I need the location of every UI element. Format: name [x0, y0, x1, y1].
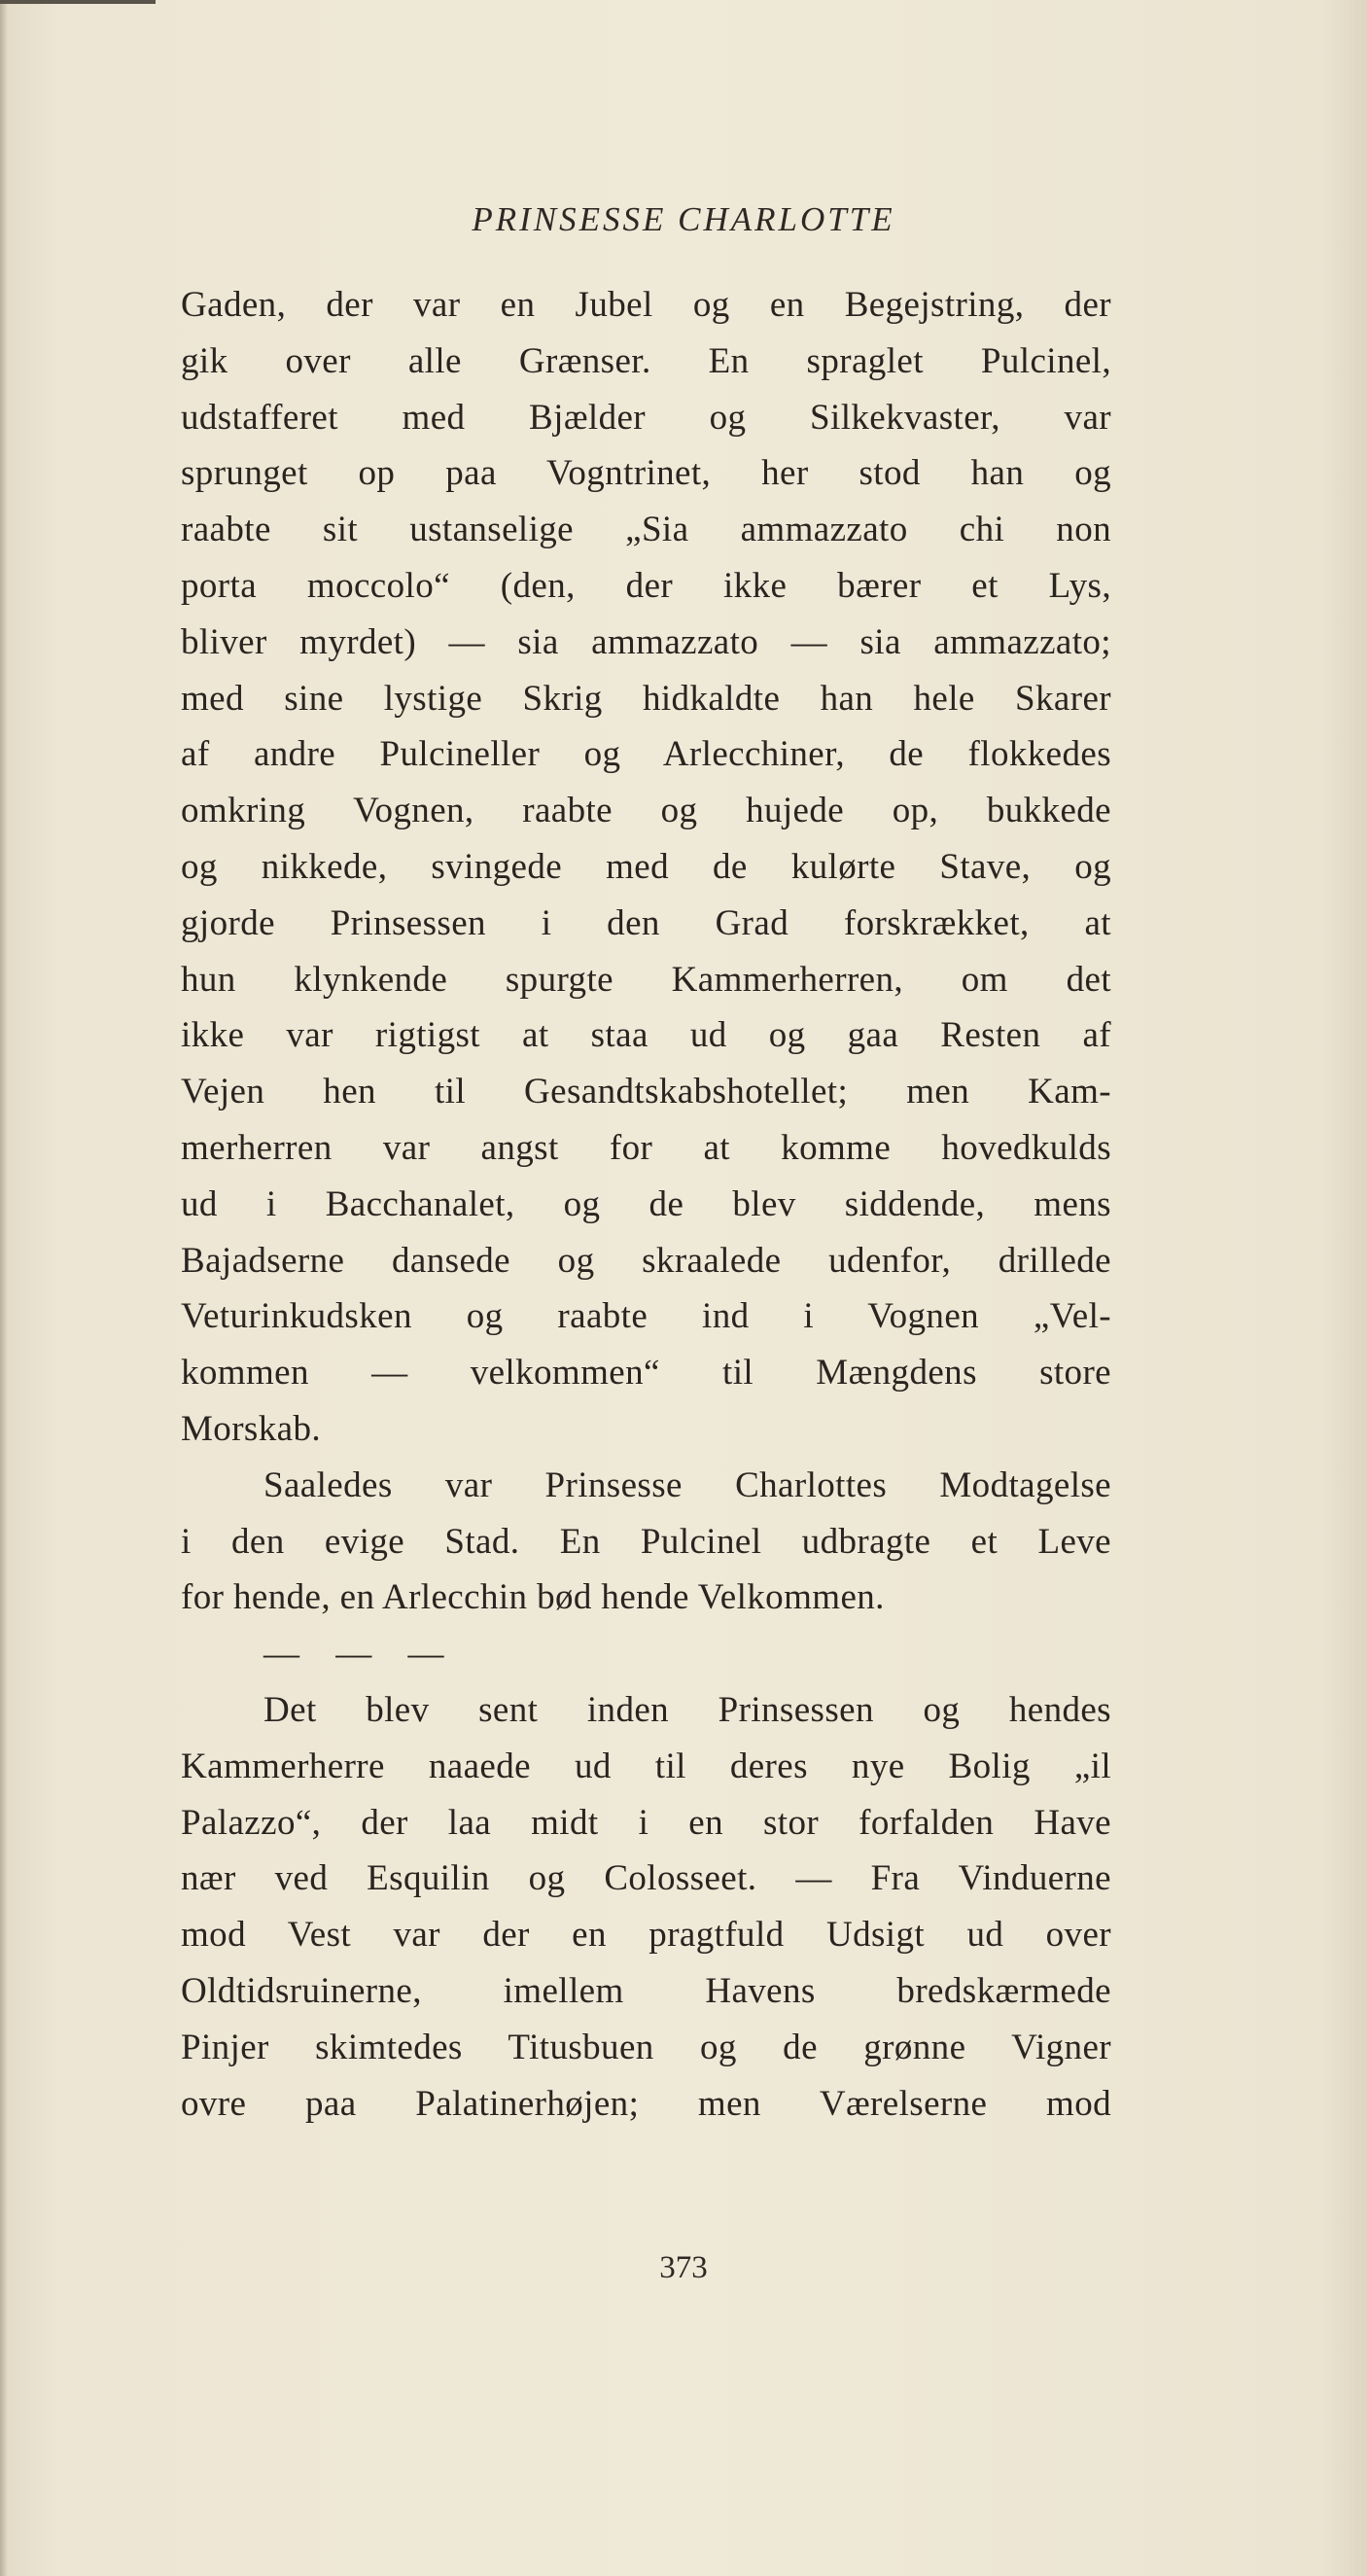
text-line: Veturinkudsken og raabte ind i Vognen „Vel- — [181, 1296, 1111, 1337]
text-line: ovre paa Palatinerhøjen; men Værelserne mod — [181, 2083, 1111, 2124]
text-line: omkring Vognen, raabte og hujede op, bukkede — [181, 791, 1111, 831]
text-line: Kammerherre naaede ud til deres nye Bolig „il — [181, 1746, 1111, 1786]
text-line: og nikkede, svingede med de kulørte Stave, og — [181, 846, 1111, 887]
text-line: Bajadserne dansede og skraalede udenfor, drillede — [181, 1240, 1111, 1281]
text-line: udstafferet med Bjælder og Silkekvaster, var — [181, 397, 1111, 438]
text-line: kommen — velkommen“ til Mængdens store — [181, 1353, 1111, 1394]
running-head: PRINSESSE CHARLOTTE — [472, 200, 895, 238]
text-line: i den evige Stad. En Pulcinel udbragte et Leve — [181, 1521, 1111, 1562]
text-line: gjorde Prinsessen i den Grad forskrækket, at — [181, 902, 1111, 943]
text-line: Oldtidsruinerne, imellem Havens bredskærmede — [181, 1970, 1111, 2011]
page-edge-shadow — [0, 0, 8, 2576]
text-line: raabte sit ustanselige „Sia ammazzato chi non — [181, 510, 1111, 550]
text-line: Det blev sent inden Prinsessen og hendes — [263, 1689, 1111, 1730]
body-text — [181, 277, 1111, 2132]
page-number: 373 — [659, 2250, 708, 2285]
text-line: merherren var angst for at komme hovedkulds — [181, 1127, 1111, 1168]
text-line: hun klynkende spurgte Kammerherren, om det — [181, 959, 1111, 1000]
text-line: sprunget op paa Vogntrinet, her stod han og — [181, 453, 1111, 494]
text-line: for hende, en Arlecchin bød hende Velkommen. — [181, 1577, 885, 1618]
text-line: Gaden, der var en Jubel og en Begejstring, der — [181, 285, 1111, 325]
paragraph-3 — [181, 1682, 1111, 2132]
paragraph-1 — [181, 277, 1111, 1458]
text-line: gik over alle Grænser. En spraglet Pulcinel, — [181, 340, 1111, 381]
text-line: Saaledes var Prinsesse Charlottes Modtagelse — [263, 1464, 1111, 1505]
paragraph-2 — [181, 1458, 1111, 1626]
text-line: nær ved Esquilin og Colosseet. — Fra Vinduerne — [181, 1858, 1111, 1899]
text-line: ud i Bacchanalet, og de blev siddende, mens — [181, 1183, 1111, 1224]
scan-edge-mark — [0, 0, 156, 4]
text-line: ikke var rigtigst at staa ud og gaa Resten af — [181, 1015, 1111, 1056]
text-line: med sine lystige Skrig hidkaldte han hele Skarer — [181, 678, 1111, 719]
text-line: mod Vest var der en pragtfuld Udsigt ud over — [181, 1915, 1111, 1956]
text-line: Morskab. — [181, 1408, 321, 1449]
text-line: Palazzo“, der laa midt i en stor forfalden Have — [181, 1802, 1111, 1843]
text-line: porta moccolo“ (den, der ikke bærer et Lys, — [181, 565, 1111, 606]
text-line: af andre Pulcineller og Arlecchiner, de flokkedes — [181, 734, 1111, 775]
section-break: — — — — [263, 1634, 458, 1675]
text-line: Pinjer skimtedes Titusbuen og de grønne Vigner — [181, 2027, 1111, 2067]
text-line: bliver myrdet) — sia ammazzato — sia ammazzato; — [181, 621, 1111, 662]
text-line: Vejen hen til Gesandtskabshotellet; men Kam- — [181, 1072, 1111, 1112]
